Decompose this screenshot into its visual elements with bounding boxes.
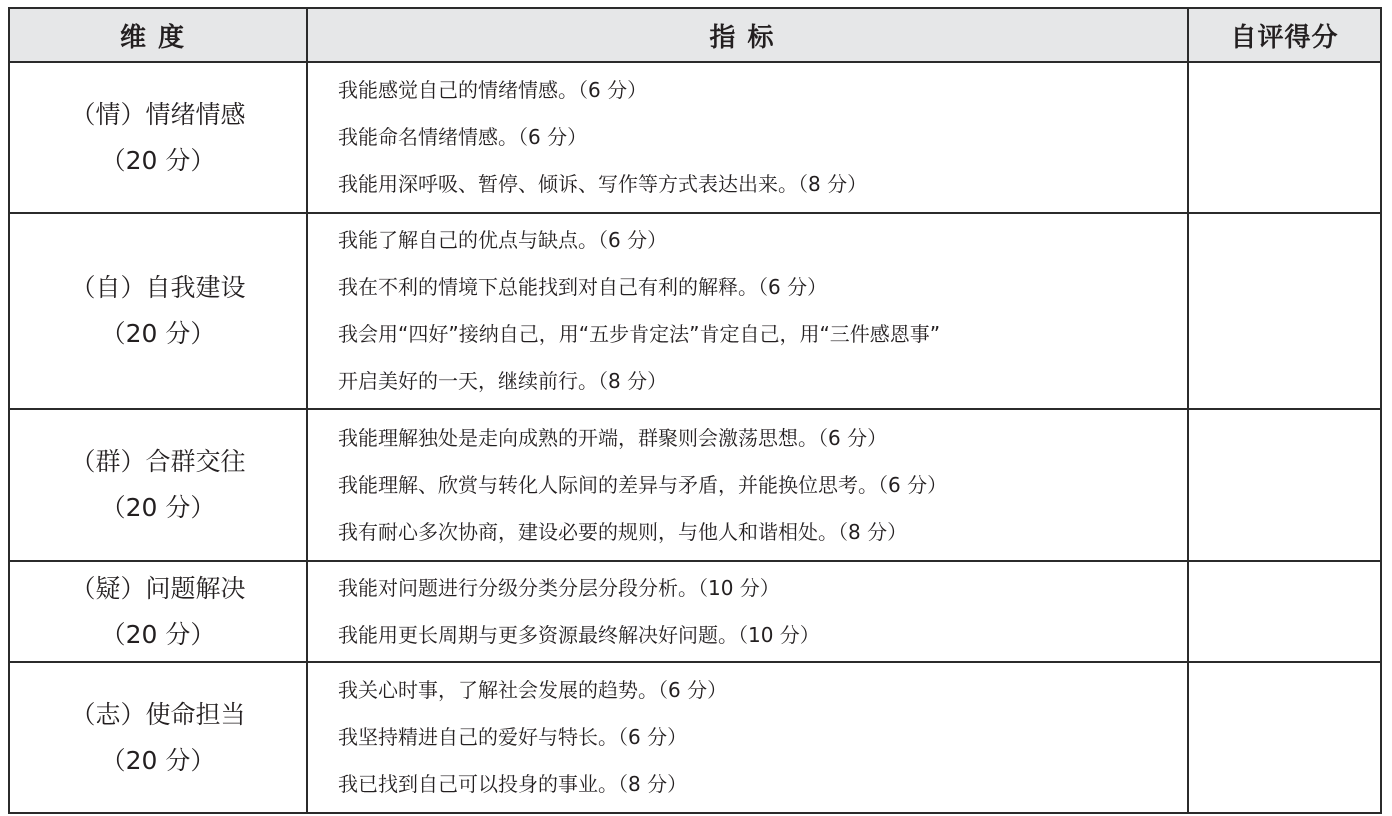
dimension-cell (9, 662, 307, 813)
indicator-line: 我已找到自己可以投身的事业。（8 分） (338, 772, 688, 796)
indicator-line: 我能了解自己的优点与缺点。（6 分） (338, 228, 668, 252)
table-row (9, 62, 1381, 213)
indicator-cell (307, 561, 1188, 662)
indicator-cell (307, 662, 1188, 813)
dimension-cell (9, 62, 307, 213)
indicator-line: 我能用更长周期与更多资源最终解决好问题。（10 分） (338, 622, 820, 647)
evaluation-table-frame (8, 7, 1380, 810)
indicator-line: 我会用“四好”接纳自己，用“五步肯定法”肯定自己，用“三件感恩事” (338, 322, 941, 346)
table-row (9, 662, 1381, 813)
dimension-points: （20 分） (100, 145, 216, 175)
table-row (9, 213, 1381, 409)
table-header-row (9, 8, 1381, 62)
dimension-cell (9, 213, 307, 409)
indicator-line: 我能对问题进行分级分类分层分段分析。（10 分） (338, 575, 780, 600)
indicator-line: 我关心时事，了解社会发展的趋势。（6 分） (338, 678, 728, 702)
self-score-cell[interactable] (1188, 213, 1381, 409)
dimension-cell (9, 561, 307, 662)
dimension-name: （自）自我建设 (70, 273, 246, 302)
indicator-line: 我能用深呼吸、暂停、倾诉、写作等方式表达出来。（8 分） (338, 172, 868, 196)
header-indicator: 指标 (307, 8, 1188, 62)
indicator-line: 我有耐心多次协商，建设必要的规则，与他人和谐相处。（8 分） (338, 519, 908, 544)
indicator-line: 我能感觉自己的情绪情感。（6 分） (338, 78, 648, 102)
dimension-points: （20 分） (100, 493, 216, 522)
dimension-name: （疑）问题解决 (70, 573, 246, 603)
header-self-score: 自评得分 (1188, 8, 1381, 62)
dimension-points: （20 分） (100, 619, 216, 649)
dimension-cell (9, 409, 307, 561)
self-score-cell[interactable] (1188, 62, 1381, 213)
indicator-line: 开启美好的一天，继续前行。（8 分） (338, 369, 668, 393)
dimension-name: （群）合群交往 (70, 447, 246, 476)
self-score-cell[interactable] (1188, 561, 1381, 662)
indicator-line: 我能命名情绪情感。（6 分） (338, 125, 588, 149)
indicator-cell (307, 409, 1188, 561)
dimension-name: （志）使命担当 (70, 699, 246, 729)
indicator-cell (307, 213, 1188, 409)
indicator-cell (307, 62, 1188, 213)
dimension-points: （20 分） (100, 319, 216, 348)
dimension-name: （情）情绪情感 (70, 99, 246, 129)
indicator-line: 我坚持精进自己的爱好与特长。（6 分） (338, 725, 688, 749)
self-evaluation-table (8, 7, 1382, 814)
self-score-cell[interactable] (1188, 662, 1381, 813)
indicator-line: 我能理解独处是走向成熟的开端，群聚则会激荡思想。（6 分） (338, 425, 888, 450)
table-row (9, 409, 1381, 561)
self-score-cell[interactable] (1188, 409, 1381, 561)
indicator-line: 我能理解、欣赏与转化人际间的差异与矛盾，并能换位思考。（6 分） (338, 472, 948, 497)
header-dimension: 维度 (9, 8, 307, 62)
indicator-line: 我在不利的情境下总能找到对自己有利的解释。（6 分） (338, 275, 828, 299)
dimension-points: （20 分） (100, 745, 216, 775)
table-row (9, 561, 1381, 662)
